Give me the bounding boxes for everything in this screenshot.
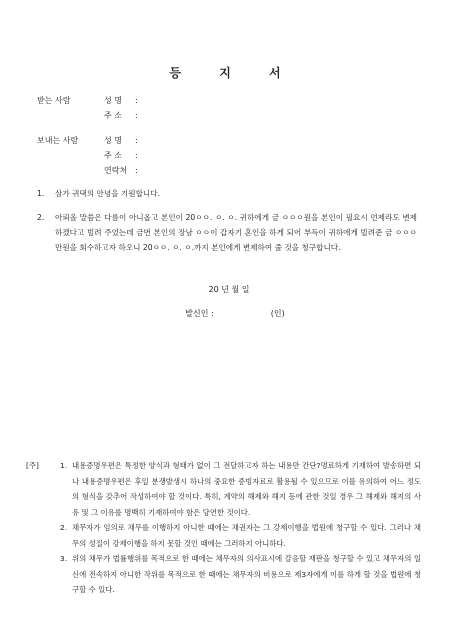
sender-address-sep: :: [135, 151, 138, 160]
note-3-text: 위의 채무가 법률행위를 목적으로 한 때에는 채무자의 의사표시에 갈음할 재판을 청구할 수 있고 채무자의 일신에 전속하지 아니한 작위를 목적으로 한 때에는 채무자의 비용으로 제3자에게 이를 하게 할 것을 법원에 청구할 수 있다.: [72, 554, 421, 594]
paragraph-1: [37, 186, 417, 201]
date-line: 20 년 월 일: [208, 285, 250, 294]
document-title: 등 지 서: [169, 66, 298, 80]
sender-contact-sep: :: [135, 166, 138, 175]
signature-seal: (인): [270, 309, 285, 318]
recipient-name-label: 성 명: [104, 96, 122, 105]
note-3: [60, 551, 421, 598]
recipient-name-field: [104, 96, 138, 106]
paragraph-1-text: 삼가 귀댁의 안녕을 기원합니다.: [55, 189, 161, 198]
signature-label: 발신인 :: [185, 309, 214, 318]
note-1: [60, 458, 421, 520]
note-2-text: 채무자가 임의로 채무를 이행하지 아니한 때에는 채권자는 그 강제이행을 법원에 청구할 수 있다. 그러나 채무의 성질이 강제이행을 하지 못할 것인 때에는 그러하지 아니하다.: [72, 523, 421, 548]
note-1-number: 1.: [60, 461, 68, 470]
sender-address-label: 주 소: [104, 151, 122, 160]
sender-name-field: [104, 136, 138, 146]
note-3-number: 3.: [60, 554, 68, 563]
sender-name-label: 성 명: [104, 136, 122, 145]
sender-contact-field: [104, 166, 138, 176]
paragraph-1-number: 1.: [37, 189, 45, 198]
sender-name-sep: :: [135, 136, 138, 145]
note-2: [60, 520, 421, 551]
signature-line: [0, 308, 450, 319]
paragraph-2-number: 2.: [37, 213, 45, 222]
note-1-text: 내용증명우편은 특정한 양식과 형태가 없이 그 전달하고자 하는 내용만 간단?명료하게 기재하여 발송하면 되나 내용증명우편은 후일 분쟁발생시 하나의 중요한 증빙자료로 활용될 수 있으므로 이를 유의하여 어느 정도의 형식을 갖추어 작성하여야 할 것이다. 특히, 계약의 해제와 해지 등에 관한 것일 경우 그 해제와 해지의 사유 및 그 이유를 명백히 기재하여야 함은 당연한 것이다.: [72, 461, 421, 517]
recipient-role: 받는 사람: [37, 96, 71, 105]
sender-address-field: [104, 151, 138, 161]
recipient-address-label: 주 소: [104, 111, 122, 120]
recipient-name-sep: :: [135, 96, 138, 105]
paragraph-2: [37, 210, 417, 255]
sender-contact-label: 연락처: [104, 166, 128, 175]
notes-tag: [주]: [26, 461, 39, 470]
sender-role: 보내는 사람: [37, 136, 79, 145]
note-2-number: 2.: [60, 523, 68, 532]
recipient-address-sep: :: [135, 111, 138, 120]
recipient-address-field: [104, 111, 138, 121]
paragraph-2-text: 아뢰올 말씀은 다름이 아니옵고 본인이 20ㅇㅇ. ㅇ. ㅇ. 귀하에게 금 ㅇㅇㅇ원을 본인이 필요시 언제라도 변제하겠다고 빌려 주었는데 금번 본인의 장남 ㅇㅇ이 갑자기 혼인을 하게 되어 부득이 귀하에게 빌려준 금 ㅇㅇㅇ만원을 회수하고자 하오니 20ㅇㅇ. ㅇ. ㅇ.까지 본인에게 변제하여 줄 것을 청구합니다.: [55, 213, 417, 252]
notes-section: [26, 458, 421, 598]
